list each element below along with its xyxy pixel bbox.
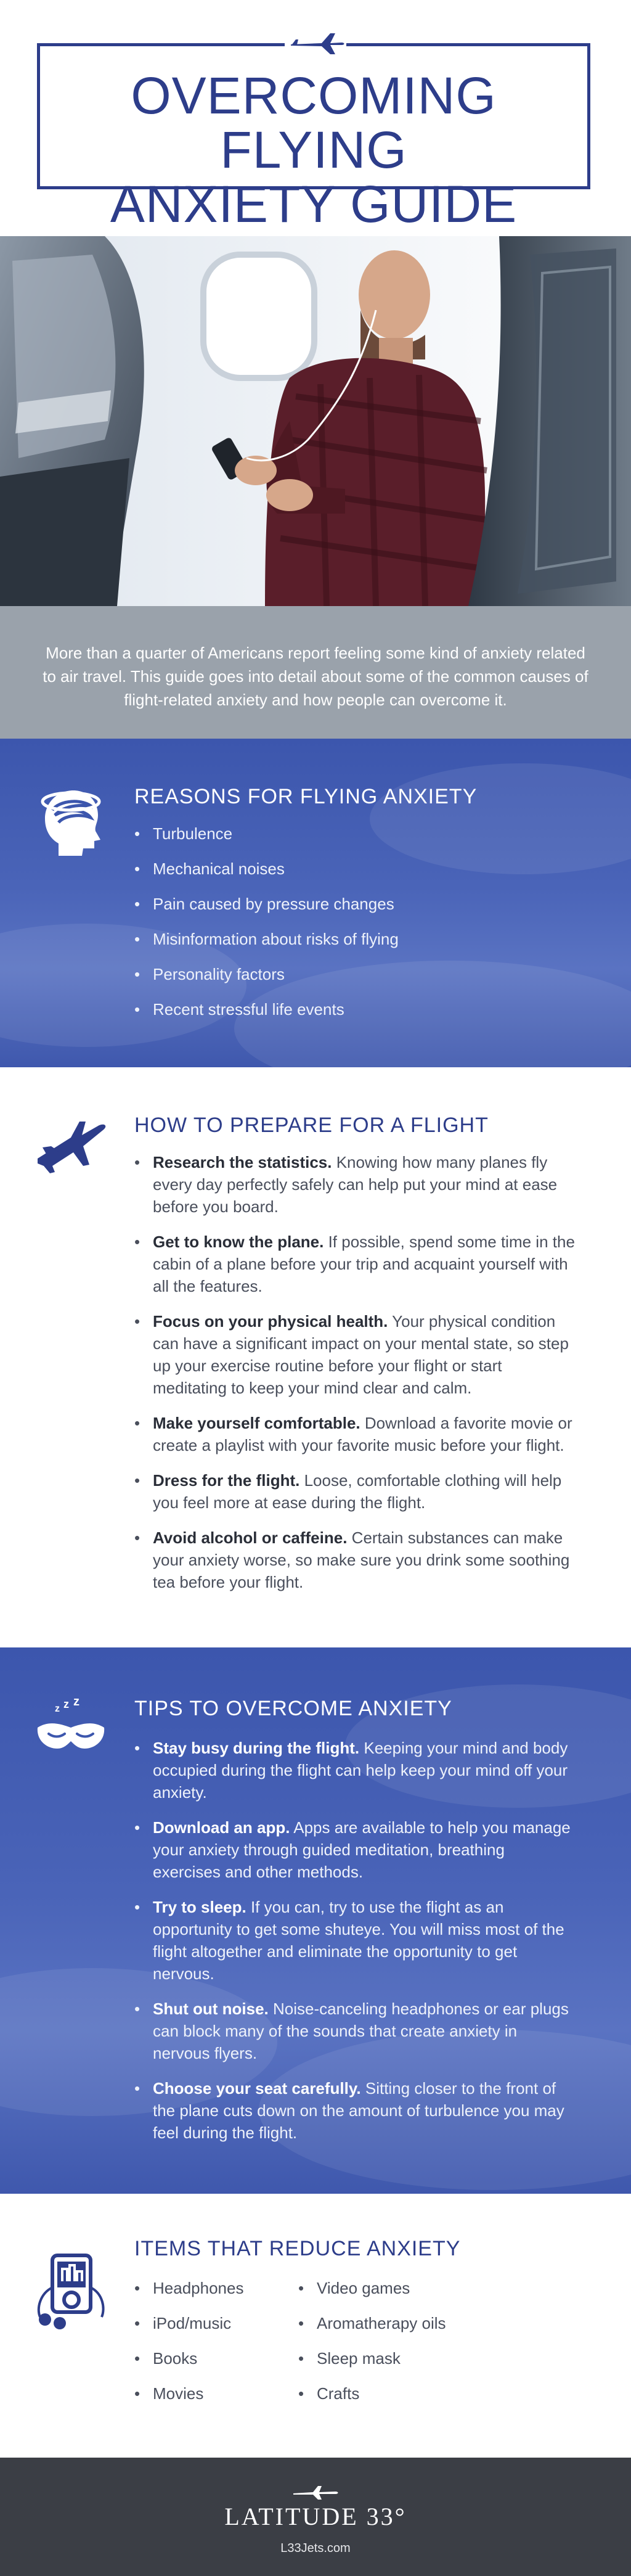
title-line-2: ANXIETY GUIDE: [110, 175, 518, 233]
reasons-section: [0, 739, 631, 1067]
list-item: • Video games: [298, 2277, 532, 2299]
svg-text:z: z: [63, 1698, 69, 1710]
intro-bar: [0, 606, 631, 739]
items-list-right: [298, 2277, 532, 2405]
item-lead: Dress for the flight.: [153, 1471, 300, 1490]
list-item: [134, 1737, 576, 1803]
title-line-1: OVERCOMING FLYING: [131, 67, 497, 179]
list-item: [134, 1816, 576, 1883]
intro-text: More than a quarter of Americans report feeling some kind of anxiety related to air travel. This guide goes into detail about some of the common causes of flight-related anxiety and how people can overcome it.: [43, 644, 588, 709]
list-item: • Turbulence: [134, 822, 576, 845]
item-text: Apps are available to help you manage your anxiety through guided meditation, breathing exercises and other methods.: [153, 1818, 571, 1881]
item-text: Your physical condition can have a significant impact on your mental state, so step up your exercise routine before your flight or start meditating to keep your mind clear and calm.: [153, 1312, 569, 1397]
list-item: • Pain caused by pressure changes: [134, 893, 576, 915]
item-lead: Get to know the plane.: [153, 1233, 324, 1251]
website-link[interactable]: L33Jets.com: [280, 2541, 351, 2555]
list-item: [134, 1527, 576, 1593]
list-item: [134, 1469, 576, 1514]
header: [0, 0, 631, 236]
list-item: [134, 1310, 576, 1399]
reasons-heading: REASONS FOR FLYING ANXIETY: [134, 785, 478, 808]
svg-text:z: z: [55, 1704, 60, 1714]
tips-heading: TIPS TO OVERCOME ANXIETY: [134, 1697, 452, 1720]
list-item: [134, 1151, 576, 1218]
list-item: [134, 1412, 576, 1456]
item-text: Sitting closer to the front of the plane cuts down on the amount of turbulence you may feel during the flight.: [153, 2079, 564, 2142]
item-text: Knowing how many planes fly every day perfectly safely can help put your mind at ease before you board.: [153, 1153, 558, 1216]
item-text: If you can, try to use the flight as an opportunity to get some shuteye. You will miss most of the flight altogether and eliminate the opportunity to get nervous.: [153, 1898, 564, 1983]
tips-section: [0, 1647, 631, 2194]
items-columns: [134, 2277, 576, 2405]
svg-text:z: z: [73, 1696, 79, 1708]
item-text: Download a favorite movie or create a playlist with your favorite music before your flight.: [153, 1414, 572, 1454]
list-item: • Books: [134, 2347, 298, 2369]
item-lead: Download an app.: [153, 1818, 290, 1837]
list-item: • Movies: [134, 2382, 298, 2405]
passenger-photo: [0, 236, 631, 606]
list-item: • Personality factors: [134, 963, 576, 985]
list-item: • Headphones: [134, 2277, 298, 2299]
tips-list: [134, 1737, 576, 2144]
item-lead: Shut out noise.: [153, 2000, 269, 2018]
list-item: [134, 1231, 576, 1297]
prepare-list: [134, 1151, 576, 1593]
hero-photo: [0, 236, 631, 606]
list-item: [134, 1998, 576, 2064]
list-item: • Sleep mask: [298, 2347, 532, 2369]
list-item: • iPod/music: [134, 2312, 298, 2334]
item-lead: Try to sleep.: [153, 1898, 246, 1916]
airplane-icon: [285, 30, 346, 57]
item-lead: Choose your seat carefully.: [153, 2079, 361, 2098]
item-lead: Avoid alcohol or caffeine.: [153, 1528, 348, 1547]
item-text: If possible, spend some time in the cabin of a plane before your trip and acquaint yourself with all the features.: [153, 1233, 575, 1295]
list-item: [134, 1896, 576, 1985]
footer: [0, 2458, 631, 2576]
item-lead: Research the statistics.: [153, 1153, 332, 1171]
item-text: Certain substances can make your anxiety worse, so make sure you drink some soothing tea before your flight.: [153, 1528, 570, 1591]
items-section: [0, 2194, 631, 2458]
item-text: Loose, comfortable clothing will help you feel more at ease during the flight.: [153, 1471, 562, 1512]
list-item: • Recent stressful life events: [134, 998, 576, 1020]
list-item: • Mechanical noises: [134, 858, 576, 880]
list-item: [134, 2077, 576, 2144]
list-item: • Misinformation about risks of flying: [134, 928, 576, 950]
prepare-heading: HOW TO PREPARE FOR A FLIGHT: [134, 1114, 489, 1137]
page-title: [40, 68, 587, 231]
title-frame: [37, 43, 590, 233]
item-lead: Stay busy during the flight.: [153, 1739, 360, 1757]
item-text: Noise-canceling headphones or ear plugs can block many of the sounds that create anxiety in nervous flyers.: [153, 2000, 569, 2062]
logo-plane-icon: [291, 2485, 340, 2501]
reasons-list: [134, 822, 576, 1020]
items-heading: ITEMS THAT REDUCE ANXIETY: [134, 2237, 461, 2260]
list-item: • Crafts: [298, 2382, 532, 2405]
prepare-section: [0, 1067, 631, 1647]
item-lead: Focus on your physical health.: [153, 1312, 388, 1331]
item-text: Keeping your mind and body occupied during the flight can help keep your mind off your anxiety.: [153, 1739, 568, 1802]
item-lead: Make yourself comfortable.: [153, 1414, 360, 1432]
brand-logo: LATITUDE 33°: [224, 2503, 407, 2530]
list-item: • Aromatherapy oils: [298, 2312, 532, 2334]
items-list-left: [134, 2277, 298, 2405]
